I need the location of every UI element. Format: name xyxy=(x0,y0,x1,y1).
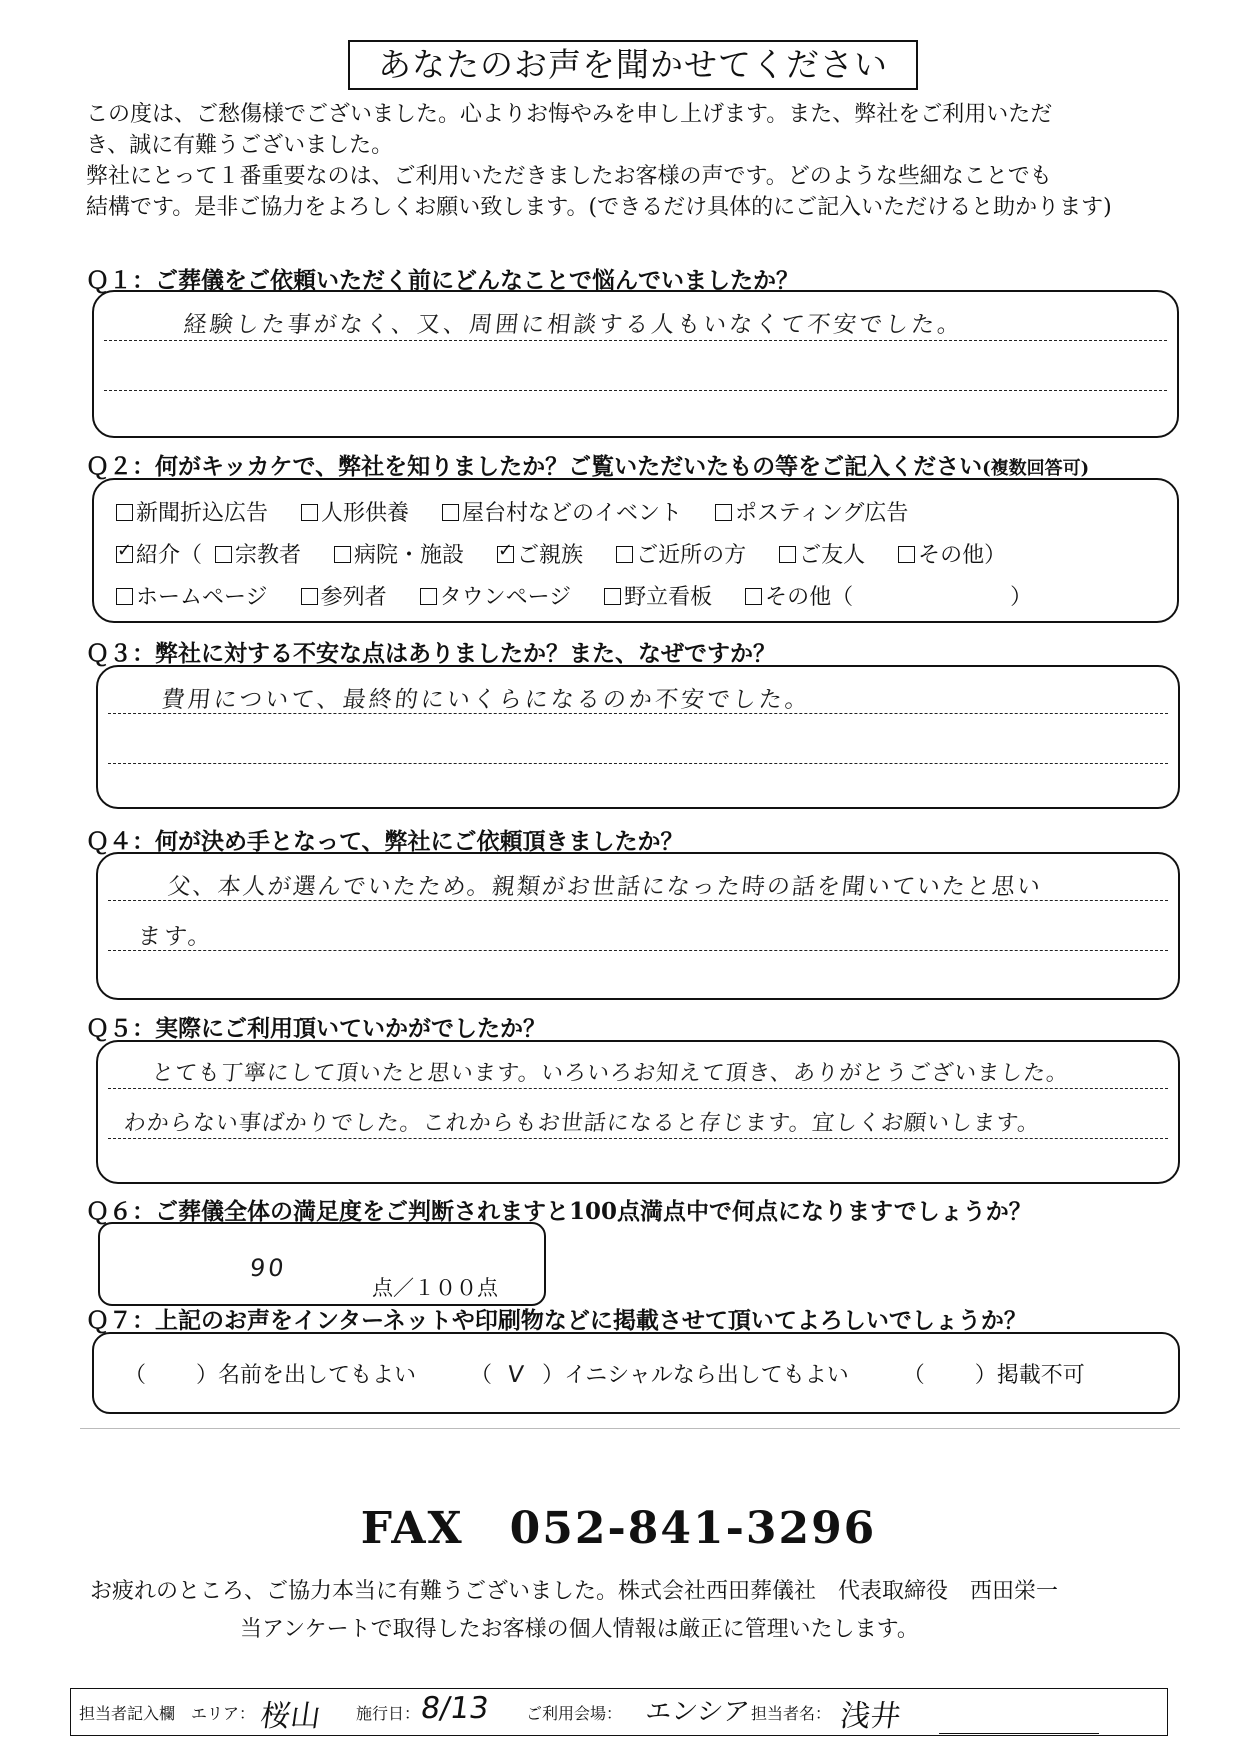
q2-row-1 xyxy=(116,496,934,527)
q4-label: Ｑ４：何が決め手となって、弊社にご依頼頂きましたか？ xyxy=(86,828,684,855)
q5-answer-line-1: とても丁寧にして頂いたと思います。いろいろお知えて頂き、ありがとうございました。 xyxy=(150,1061,1071,1086)
divider xyxy=(80,1428,1180,1429)
checkbox-icon[interactable] xyxy=(301,504,318,521)
option-event[interactable]: 屋台村などのイベント xyxy=(442,496,682,527)
q5-label: Ｑ５：実際にご利用頂いていかがでしたか？ xyxy=(86,1015,546,1042)
q3-answer-box[interactable] xyxy=(96,665,1180,809)
checkbox-icon[interactable] xyxy=(779,546,796,563)
option-friend[interactable]: ご友人 xyxy=(779,538,865,569)
q1-label: Ｑ１：ご葬儀をご依頼いただく前にどんなことで悩んでいましたか？ xyxy=(86,267,799,294)
option-religious[interactable]: 宗教者 xyxy=(215,538,301,569)
q2-row-3 xyxy=(116,580,1032,611)
intro-line-3: 弊社にとって１番重要なのは、ご利用いただきましたお客様の声です。どのような些細なことでも xyxy=(86,164,1052,189)
q7-label: Ｑ７：上記のお声をインターネットや印刷物などに掲載させて頂いてよろしいでしょうか？ xyxy=(86,1307,1027,1334)
checked-checkbox-icon[interactable] xyxy=(497,546,514,563)
option-doll-memorial[interactable]: 人形供養 xyxy=(301,496,409,527)
fax-number: FAX 052-841-3296 xyxy=(360,1503,877,1554)
q7-options-row xyxy=(124,1358,1085,1389)
checkbox-icon[interactable] xyxy=(442,504,459,521)
checked-checkbox-icon[interactable] xyxy=(116,546,133,563)
q2-options-box xyxy=(92,478,1179,623)
checkbox-icon[interactable] xyxy=(898,546,915,563)
q6-score-box[interactable] xyxy=(98,1222,546,1306)
person-label: 担当者名： xyxy=(751,1704,832,1723)
area-value[interactable]: 桜山 xyxy=(258,1699,323,1734)
q5-answer-line-2: わからない事ばかりでした。これからもお世話になると存じます。宜しくお願いします。 xyxy=(122,1111,1042,1136)
q7-option-initial[interactable]: （ V ）イニシャルなら出してもよい xyxy=(470,1362,849,1388)
date-value[interactable]: 8/13 xyxy=(418,1691,491,1726)
staff-entry-bar xyxy=(70,1688,1168,1736)
q7-options-box xyxy=(92,1332,1180,1414)
option-newspaper-insert[interactable]: 新聞折込広告 xyxy=(116,496,268,527)
other-close-paren: ） xyxy=(1010,585,1033,610)
checkbox-icon[interactable] xyxy=(616,546,633,563)
option-attendee[interactable]: 参列者 xyxy=(301,580,387,611)
checkbox-icon[interactable] xyxy=(215,546,232,563)
q4-answer-line-2: ます。 xyxy=(136,924,216,950)
option-hospital[interactable]: 病院・施設 xyxy=(334,538,464,569)
intro-line-1: この度は、ご愁傷様でございました。心よりお悔やみを申し上げます。また、弊社をご利用いただ xyxy=(86,102,1053,127)
checkbox-icon[interactable] xyxy=(116,588,133,605)
q6-score: 90 xyxy=(248,1254,289,1282)
q4-answer-box[interactable] xyxy=(96,852,1180,1000)
checkbox-icon[interactable] xyxy=(604,588,621,605)
option-referral-other[interactable]: その他） xyxy=(898,538,1006,569)
option-homepage[interactable]: ホームページ xyxy=(116,580,268,611)
intro-line-4: 結構です。是非ご協力をよろしくお願い致します。(できるだけ具体的にご記入いただけると助かります) xyxy=(86,195,1112,220)
q2-row-2 xyxy=(116,538,1032,569)
option-relatives[interactable]: ✓ ご親族 xyxy=(497,538,583,569)
q6-label: Ｑ６：ご葬儀全体の満足度をご判断されますと100点満点中で何点になりますでしょうか？ xyxy=(86,1198,1032,1225)
venue-label: ご利用会場： xyxy=(526,1704,623,1723)
q7-option-no-publish[interactable]: （ ）掲載不可 xyxy=(902,1363,1085,1388)
option-billboard[interactable]: 野立看板 xyxy=(604,580,712,611)
privacy-text: 当アンケートで取得したお客様の個人情報は厳正に管理いたします。 xyxy=(240,1617,919,1642)
q7-option-name[interactable]: （ ）名前を出してもよい xyxy=(124,1363,417,1388)
q2-note: (複数回答可) xyxy=(982,458,1090,479)
checkbox-icon[interactable] xyxy=(301,588,318,605)
area-label: エリア： xyxy=(191,1704,256,1723)
checkbox-icon[interactable] xyxy=(420,588,437,605)
checkbox-icon[interactable] xyxy=(745,588,762,605)
venue-value[interactable]: エンシア xyxy=(643,1697,752,1727)
checkbox-icon[interactable] xyxy=(715,504,732,521)
q4-answer-line-1: 父、本人が選んでいたため。親類がお世話になった時の話を聞いていたと思い xyxy=(166,874,1044,900)
staff-header: 担当者記入欄 xyxy=(79,1704,176,1723)
q2-question: Ｑ２：何がキッカケで、弊社を知りましたか？ご覧いただいたもの等をご記入ください xyxy=(86,453,983,480)
q3-answer: 費用について、最終的にいくらになるのか不安でした。 xyxy=(160,687,813,713)
date-label: 施行日： xyxy=(356,1704,421,1723)
q2-label xyxy=(86,448,1089,481)
q3-label: Ｑ３：弊社に対する不安な点はありましたか？また、なぜですか？ xyxy=(86,640,776,667)
checkbox-icon[interactable] xyxy=(334,546,351,563)
option-neighbor[interactable]: ご近所の方 xyxy=(616,538,746,569)
checkbox-icon[interactable] xyxy=(116,504,133,521)
q5-answer-box[interactable] xyxy=(96,1040,1180,1184)
checkmark-icon: V xyxy=(506,1362,528,1388)
option-townpage[interactable]: タウンページ xyxy=(420,580,572,611)
intro-line-2: き、誠に有難うございました。 xyxy=(86,133,394,158)
option-referral[interactable]: ✓紹介（ xyxy=(116,538,202,569)
person-value[interactable]: 浅井 xyxy=(838,1699,903,1734)
q1-answer-box[interactable] xyxy=(92,290,1179,438)
survey-title: あなたのお声を聞かせてください xyxy=(348,40,918,90)
q6-unit: 点／１００点 xyxy=(372,1276,498,1300)
thanks-text: お疲れのところ、ご協力本当に有難うございました。株式会社西田葬儀社 代表取締役 西田栄一 xyxy=(90,1579,1059,1604)
option-posting-ad[interactable]: ポスティング広告 xyxy=(715,496,908,527)
option-other[interactable]: その他（ xyxy=(745,580,853,611)
q1-answer: 経験した事がなく、又、周囲に相談する人もいなくて不安でした。 xyxy=(182,312,965,338)
signature-line xyxy=(939,1733,1099,1734)
